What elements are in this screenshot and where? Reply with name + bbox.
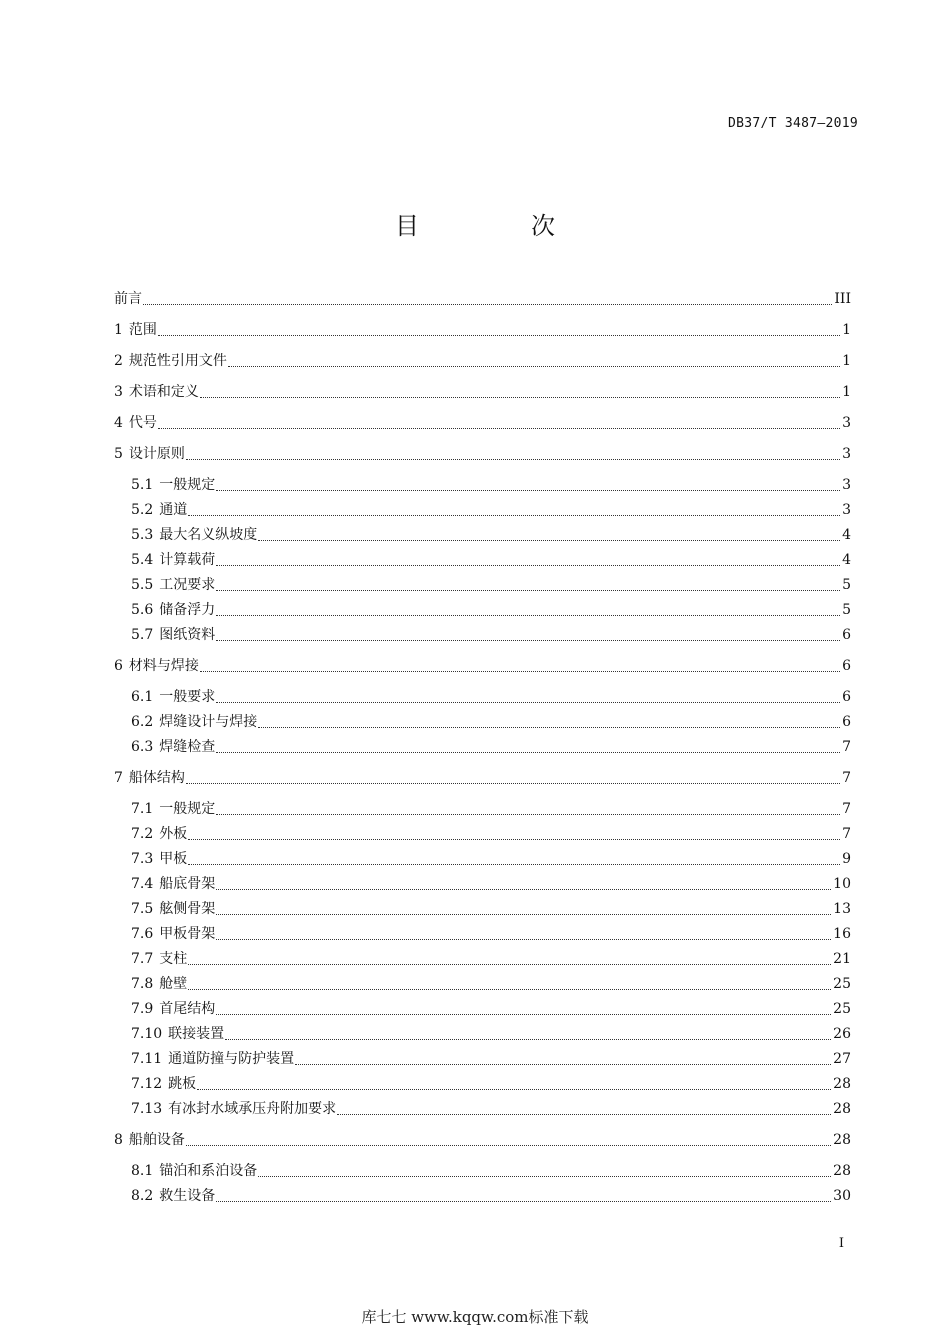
toc-entry-number: 7.13 — [131, 1101, 163, 1117]
toc-entry-number: 7.10 — [131, 1026, 163, 1042]
toc-entry-number: 7 — [114, 770, 123, 786]
toc-entry-number: 5.5 — [131, 577, 154, 593]
toc-entry-number: 7.7 — [131, 951, 154, 967]
toc-entry[interactable] — [114, 652, 851, 676]
toc-entry-page: 5 — [842, 577, 851, 593]
toc-entry-title: 甲板骨架 — [159, 926, 216, 942]
toc-entry-page: 4 — [842, 552, 851, 568]
toc-entry-number: 7.6 — [131, 926, 154, 942]
toc-entry-number: 5.4 — [131, 552, 154, 568]
toc-entry-title: 材料与焊接 — [128, 658, 199, 674]
toc-leader-dots — [158, 334, 840, 336]
toc-entry[interactable] — [114, 1126, 851, 1150]
toc-leader-dots — [216, 751, 840, 753]
toc-leader-dots — [228, 365, 840, 367]
toc-leader-dots — [216, 813, 840, 815]
toc-entry-number: 7.8 — [131, 976, 154, 992]
toc-entry-title: 计算载荷 — [159, 552, 216, 568]
toc-entry-number: 8 — [114, 1132, 123, 1148]
toc-entry-title: 舱壁 — [159, 976, 188, 992]
toc-entry-page: 7 — [842, 739, 851, 755]
toc-entry[interactable] — [131, 1070, 851, 1094]
toc-entry-page: 9 — [842, 851, 851, 867]
toc-entry-title: 外板 — [159, 826, 188, 842]
toc-entry[interactable] — [131, 596, 851, 620]
toc-entry-page: 6 — [842, 658, 851, 674]
toc-entry-title: 首尾结构 — [159, 1001, 216, 1017]
toc-entry-title: 代号 — [128, 415, 157, 431]
toc-entry-number: 7.3 — [131, 851, 154, 867]
toc-entry-number: 5 — [114, 446, 123, 462]
toc-entry-title: 工况要求 — [159, 577, 216, 593]
toc-leader-dots — [216, 614, 840, 616]
toc-leader-dots — [258, 1175, 831, 1177]
toc-entry-number: 7.4 — [131, 876, 154, 892]
toc-entry-title: 甲板 — [159, 851, 188, 867]
toc-leader-dots — [216, 1013, 831, 1015]
toc-entry-title: 锚泊和系泊设备 — [159, 1163, 258, 1179]
toc-leader-dots — [200, 670, 840, 672]
toc-entry-number: 4 — [114, 415, 123, 431]
toc-entry-number: 5.3 — [131, 527, 154, 543]
page-title: 目 次 — [395, 212, 599, 240]
toc-entry-number: 7.11 — [131, 1051, 163, 1067]
toc-entry-number: 1 — [114, 322, 123, 338]
toc-entry-page: 3 — [842, 477, 851, 493]
toc-entry[interactable] — [131, 795, 851, 819]
toc-entry-title: 船底骨架 — [159, 876, 216, 892]
toc-entry-title: 跳板 — [168, 1076, 197, 1092]
toc-entry-number: 6.1 — [131, 689, 154, 705]
toc-entry-page: 28 — [833, 1132, 851, 1148]
toc-leader-dots — [143, 303, 832, 305]
toc-entry-title: 图纸资料 — [159, 627, 216, 643]
toc-entry-number: 2 — [114, 353, 123, 369]
toc-entry[interactable] — [131, 621, 851, 645]
toc-leader-dots — [216, 564, 840, 566]
toc-entry-number: 3 — [114, 384, 123, 400]
toc-entry[interactable] — [114, 378, 851, 402]
toc-entry[interactable] — [114, 409, 851, 433]
toc-entry-page: 7 — [842, 770, 851, 786]
toc-entry[interactable] — [131, 945, 851, 969]
toc-entry-title: 一般要求 — [159, 689, 216, 705]
toc-entry-number: 5.6 — [131, 602, 154, 618]
toc-entry-page: 3 — [842, 415, 851, 431]
toc-entry-number: 6.2 — [131, 714, 154, 730]
toc-entry[interactable] — [131, 995, 851, 1019]
toc-leader-dots — [186, 782, 840, 784]
toc-entry-page: 1 — [842, 384, 851, 400]
toc-entry-page: 28 — [833, 1076, 851, 1092]
toc-entry-number: 5.2 — [131, 502, 154, 518]
toc-entry[interactable] — [131, 1095, 851, 1119]
toc-entry-number: 8.2 — [131, 1188, 154, 1204]
toc-entry-number: 7.12 — [131, 1076, 163, 1092]
toc-entry-title: 通道 — [159, 502, 188, 518]
toc-entry[interactable] — [131, 496, 851, 520]
toc-entry-page: 16 — [833, 926, 851, 942]
toc-leader-dots — [337, 1113, 831, 1115]
toc-entry[interactable] — [131, 521, 851, 545]
toc-entry-title: 术语和定义 — [128, 384, 199, 400]
toc-entry[interactable] — [131, 471, 851, 495]
toc-entry[interactable] — [131, 1157, 851, 1181]
toc-entry-title: 船舶设备 — [128, 1132, 185, 1148]
toc-entry-title: 前言 — [114, 291, 142, 307]
document-code: DB37/T 3487—2019 — [727, 116, 858, 131]
toc-entry[interactable] — [114, 285, 851, 309]
toc-entry-title: 联接装置 — [168, 1026, 225, 1042]
toc-entry[interactable] — [131, 970, 851, 994]
toc-entry-title: 最大名义纵坡度 — [159, 527, 258, 543]
toc-leader-dots — [188, 514, 840, 516]
toc-entry-page: 7 — [842, 826, 851, 842]
toc-leader-dots — [188, 838, 840, 840]
toc-leader-dots — [216, 589, 840, 591]
toc-leader-dots — [216, 701, 840, 703]
toc-entry-title: 一般规定 — [159, 801, 216, 817]
toc-entry-page: 6 — [842, 714, 851, 730]
toc-leader-dots — [188, 963, 831, 965]
toc-leader-dots — [188, 988, 831, 990]
toc-entry-title: 通道防撞与防护装置 — [168, 1051, 295, 1067]
toc-entry[interactable] — [131, 820, 851, 844]
toc-entry-page: 28 — [833, 1163, 851, 1179]
toc-entry-title: 焊缝检查 — [159, 739, 216, 755]
toc-entry[interactable] — [131, 845, 851, 869]
toc-leader-dots — [216, 1200, 831, 1202]
toc-leader-dots — [216, 489, 840, 491]
toc-leader-dots — [258, 539, 840, 541]
toc-entry[interactable] — [131, 1045, 851, 1069]
toc-leader-dots — [197, 1088, 831, 1090]
toc-entry-page: 3 — [842, 446, 851, 462]
toc-entry[interactable] — [131, 571, 851, 595]
toc-entry-page: 7 — [842, 801, 851, 817]
toc-leader-dots — [186, 458, 840, 460]
toc-entry-number: 7.9 — [131, 1001, 154, 1017]
toc-entry[interactable] — [131, 708, 851, 732]
toc-entry-number: 7.2 — [131, 826, 154, 842]
toc-entry[interactable] — [114, 764, 851, 788]
toc-entry-title: 一般规定 — [159, 477, 216, 493]
toc-entry-title: 船体结构 — [128, 770, 185, 786]
toc-entry-title: 储备浮力 — [159, 602, 216, 618]
toc-leader-dots — [216, 938, 831, 940]
toc-entry-title: 有冰封水域承压舟附加要求 — [168, 1101, 337, 1117]
toc-entry[interactable] — [131, 870, 851, 894]
toc-entry[interactable] — [131, 1020, 851, 1044]
toc-entry-page: 26 — [833, 1026, 851, 1042]
toc-entry-page: 25 — [833, 1001, 851, 1017]
toc-entry-title: 焊缝设计与焊接 — [159, 714, 258, 730]
toc-entry-page: 1 — [842, 353, 851, 369]
toc-entry-page: 27 — [833, 1051, 851, 1067]
toc-entry-number: 8.1 — [131, 1163, 154, 1179]
toc-entry[interactable] — [131, 895, 851, 919]
toc-entry-page: 6 — [842, 689, 851, 705]
toc-entry-page: 30 — [833, 1188, 851, 1204]
toc-entry-page: 21 — [833, 951, 851, 967]
toc-entry-title: 规范性引用文件 — [128, 353, 227, 369]
toc-entry-page: III — [834, 291, 851, 307]
toc-entry-page: 3 — [842, 502, 851, 518]
toc-entry-page: 1 — [842, 322, 851, 338]
toc-entry[interactable] — [114, 347, 851, 371]
page-number: I — [838, 1236, 844, 1251]
toc-entry[interactable] — [131, 733, 851, 757]
toc-leader-dots — [186, 1144, 831, 1146]
toc-leader-dots — [216, 913, 831, 915]
toc-entry-title: 设计原则 — [128, 446, 185, 462]
toc-entry[interactable] — [114, 440, 851, 464]
toc-leader-dots — [216, 639, 840, 641]
toc-entry-page: 28 — [833, 1101, 851, 1117]
toc-entry[interactable] — [114, 316, 851, 340]
toc-entry-page: 25 — [833, 976, 851, 992]
toc-entry-number: 7.1 — [131, 801, 154, 817]
toc-entry-page: 6 — [842, 627, 851, 643]
toc-entry[interactable] — [131, 920, 851, 944]
toc-leader-dots — [295, 1063, 831, 1065]
toc-entry-title: 救生设备 — [159, 1188, 216, 1204]
toc-entry[interactable] — [131, 546, 851, 570]
toc-leader-dots — [258, 726, 840, 728]
toc-entry-title: 支柱 — [159, 951, 188, 967]
toc-entry-number: 5.1 — [131, 477, 154, 493]
toc-entry-number: 5.7 — [131, 627, 154, 643]
toc-entry-number: 6 — [114, 658, 123, 674]
toc-leader-dots — [188, 863, 840, 865]
toc-entry-title: 舷侧骨架 — [159, 901, 216, 917]
toc-entry-page: 10 — [833, 876, 851, 892]
toc-leader-dots — [225, 1038, 831, 1040]
toc-leader-dots — [158, 427, 840, 429]
toc-entry-title: 范围 — [128, 322, 157, 338]
toc-entry-number: 6.3 — [131, 739, 154, 755]
toc-entry-page: 13 — [833, 901, 851, 917]
toc-leader-dots — [200, 396, 840, 398]
toc-entry-number: 7.5 — [131, 901, 154, 917]
toc-entry[interactable] — [131, 1182, 851, 1206]
toc-leader-dots — [216, 888, 831, 890]
toc-entry-page: 4 — [842, 527, 851, 543]
toc-entry-page: 5 — [842, 602, 851, 618]
watermark-text: 库七七 www.kqqw.com标准下载 — [361, 1308, 589, 1326]
toc-entry[interactable] — [131, 683, 851, 707]
